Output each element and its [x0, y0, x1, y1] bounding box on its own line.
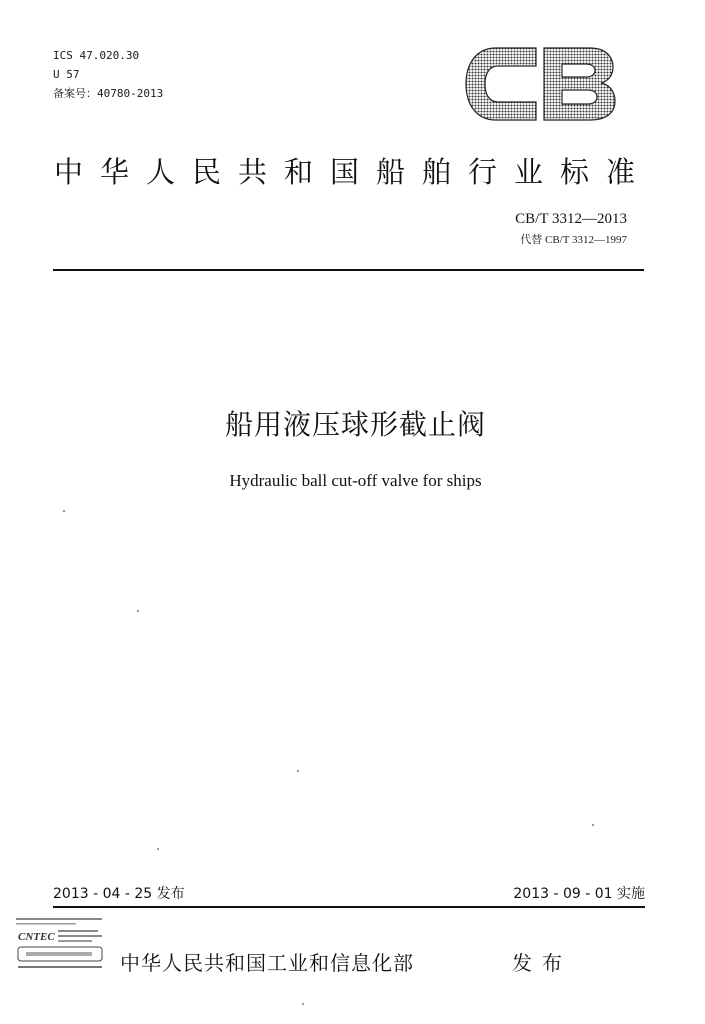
scan-speck [297, 770, 299, 772]
footer-rule [53, 906, 645, 908]
ccs-code: U 57 [53, 68, 80, 81]
svg-text:CNTEC: CNTEC [18, 931, 55, 943]
distribution-stamp-icon [14, 915, 110, 973]
filing-number: 备案号：40780-2013 [53, 87, 164, 100]
publish-label: 发布 [512, 951, 572, 975]
document-title-cn: 船用液压球形截止阀 [224, 408, 486, 441]
publisher: 中华人民共和国工业和信息化部 [120, 951, 414, 975]
scan-speck [302, 1003, 304, 1005]
scan-speck [157, 848, 159, 850]
cb-logo-icon [462, 44, 618, 124]
scan-speck [137, 610, 139, 612]
scan-speck [592, 824, 594, 826]
scan-speck [63, 510, 65, 512]
standard-code: CB/T 3312—2013 [515, 211, 627, 227]
effective-date: 2013 - 09 - 01 实施 [513, 886, 645, 902]
ics-code: ICS 47.020.30 [53, 49, 140, 62]
standard-family-title: 中华人民共和国船舶行业标准 [54, 155, 653, 189]
issue-date: 2013 - 04 - 25 发布 [53, 886, 185, 902]
document-title-en: Hydraulic ball cut-off valve for ships [229, 471, 482, 490]
header-rule [53, 269, 644, 271]
replaces-standard: 代替 CB/T 3312—1997 [520, 234, 627, 246]
